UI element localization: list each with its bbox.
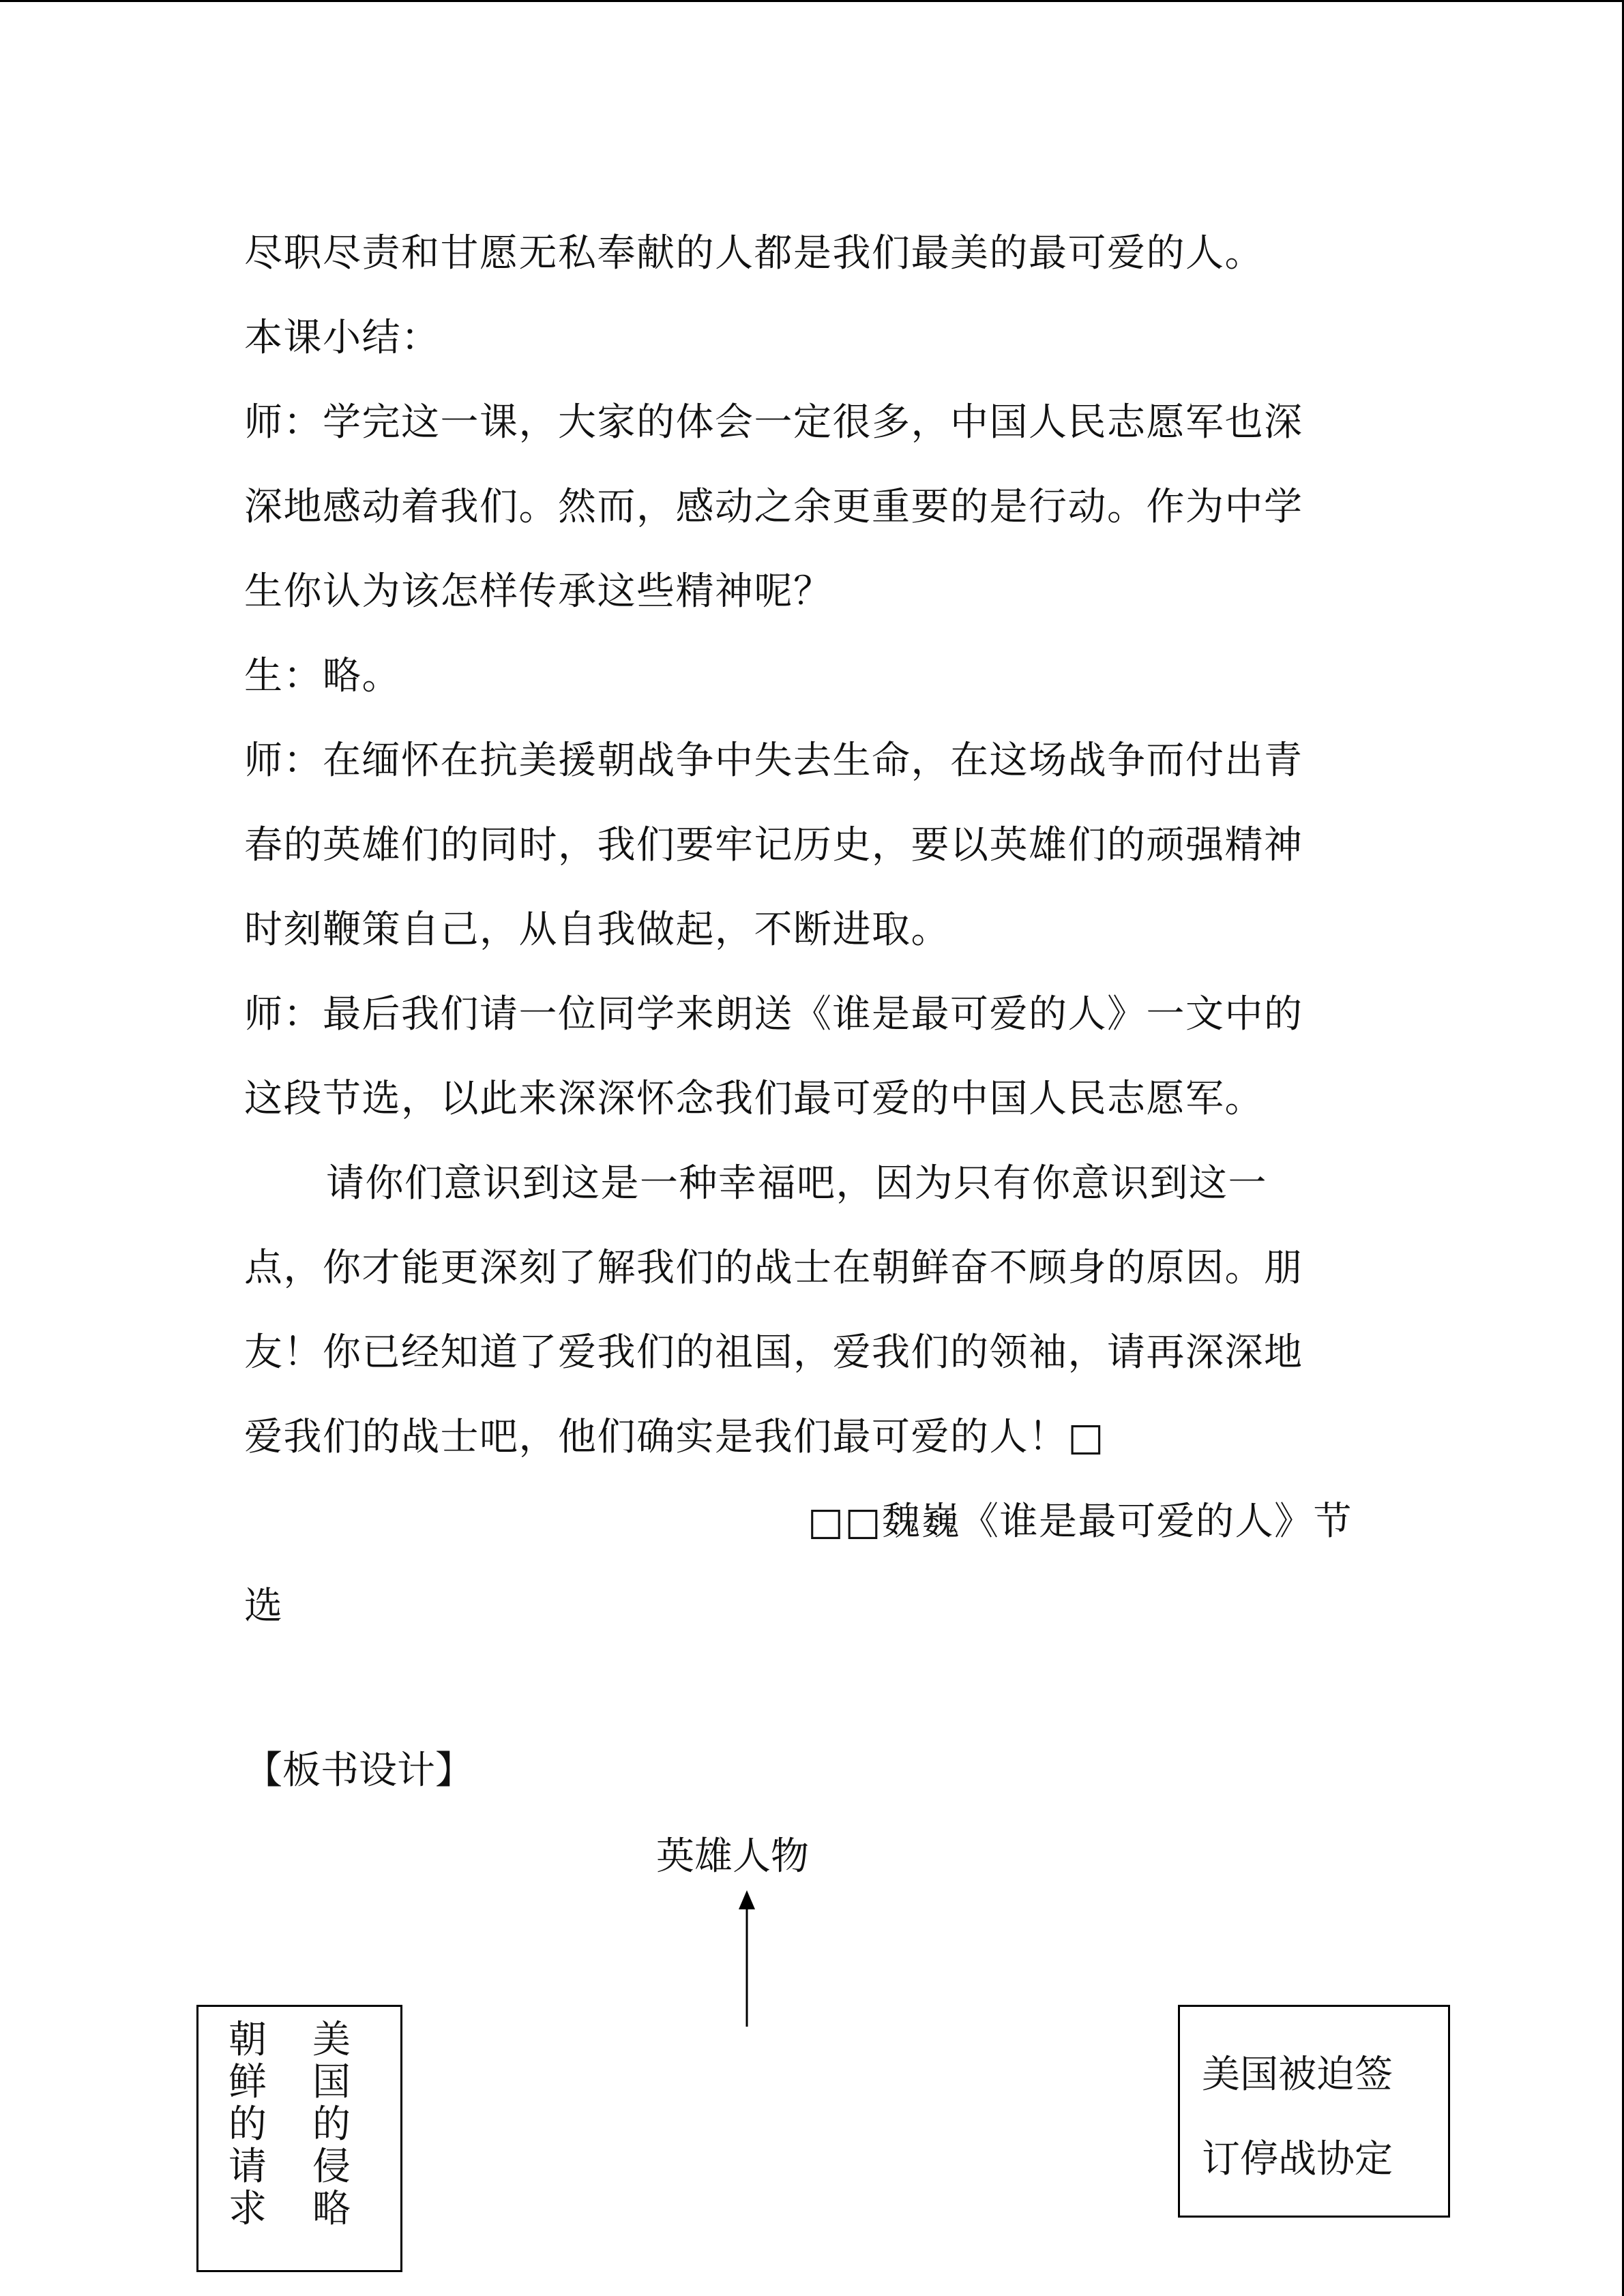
paragraph-line: 生：略。 — [244, 654, 401, 698]
paragraph-line: 生你认为该怎样传承这些精神呢？ — [244, 569, 833, 614]
left-box — [196, 2005, 402, 2272]
vertical-char: 求 — [228, 2187, 267, 2231]
vertical-char: 朝 — [228, 2018, 267, 2062]
quote-attribution-tail: 选 — [244, 1584, 284, 1628]
up-arrow-icon — [737, 1890, 757, 2027]
section-title-summary: 本课小结： — [244, 316, 441, 360]
paragraph-line: 春的英雄们的同时，我们要牢记历史，要以英雄们的顽强精神 — [244, 823, 1303, 867]
hero-label: 英雄人物 — [656, 1834, 809, 1879]
quote-line: 爱我们的战士吧，他们确实是我们最可爱的人！□ — [244, 1415, 1105, 1459]
vertical-char: 国 — [312, 2060, 351, 2104]
right-box-line-1: 美国被迫签 — [1202, 2053, 1393, 2097]
top-border-rule — [0, 0, 1624, 2]
quote-line: 友！你已经知道了爱我们的祖国，爱我们的领袖，请再深深地 — [244, 1330, 1303, 1375]
vertical-char: 侵 — [312, 2145, 351, 2189]
quote-line: 请你们意识到这是一种幸福吧，因为只有你意识到这一 — [326, 1161, 1267, 1206]
left-box-column-1 — [227, 2019, 268, 2231]
vertical-char: 的 — [312, 2102, 351, 2147]
paragraph-line: 师：在缅怀在抗美援朝战争中失去生命，在这场战争而付出青 — [244, 739, 1303, 783]
right-box — [1178, 2005, 1450, 2218]
vertical-char: 美 — [312, 2018, 351, 2062]
paragraph-line: 尽职尽责和甘愿无私奉献的人都是我们最美的最可爱的人。 — [244, 231, 1264, 275]
body-text — [244, 211, 1353, 1649]
quote-attribution: □□魏巍《谁是最可爱的人》节 — [808, 1500, 1353, 1544]
vertical-char: 鲜 — [228, 2060, 267, 2104]
paragraph-line: 深地感动着我们。然而，感动之余更重要的是行动。作为中学 — [244, 485, 1303, 529]
vertical-char: 请 — [228, 2145, 267, 2189]
vertical-char: 略 — [312, 2187, 351, 2231]
quote-line: 点，你才能更深刻了解我们的战士在朝鲜奋不顾身的原因。朋 — [244, 1246, 1303, 1290]
left-box-column-2 — [311, 2019, 352, 2231]
paragraph-line: 时刻鞭策自己，从自我做起，不断进取。 — [244, 908, 950, 952]
vertical-char: 的 — [228, 2102, 267, 2147]
paragraph-line: 师：学完这一课，大家的体会一定很多，中国人民志愿军也深 — [244, 400, 1303, 445]
paragraph-line: 这段节选，以此来深深怀念我们最可爱的中国人民志愿军。 — [244, 1077, 1264, 1121]
board-design-heading: 【板书设计】 — [244, 1748, 473, 1793]
right-box-line-2: 订停战协定 — [1202, 2137, 1393, 2181]
paragraph-line: 师：最后我们请一位同学来朗送《谁是最可爱的人》一文中的 — [244, 992, 1303, 1037]
